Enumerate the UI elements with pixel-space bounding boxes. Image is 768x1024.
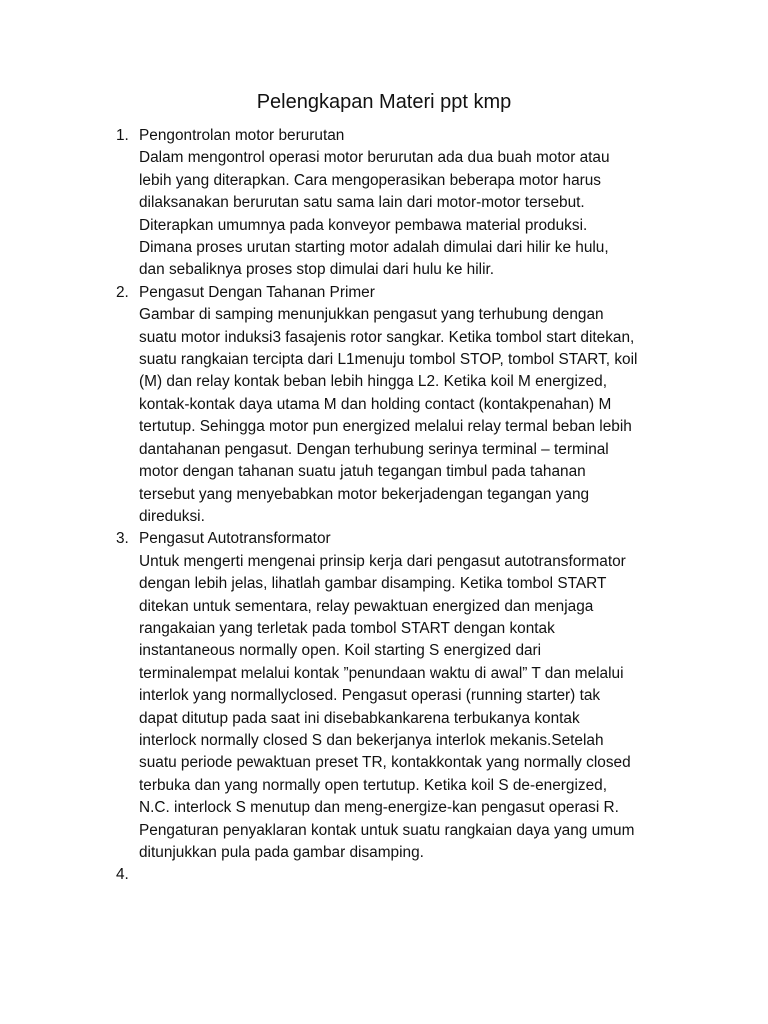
text-line: instantaneous normally open. Koil starting S energized dari [139,642,542,660]
list-number: 3. [116,530,129,548]
list-item [100,528,680,864]
text-line: tersebut yang menyebabkan motor bekerjadengan tegangan yang [139,485,590,503]
text-line: interlok yang normallyclosed. Pengasut operasi (running starter) tak [139,687,601,705]
item-heading: Pengasut Dengan Tahanan Primer [139,283,375,301]
list-item [100,282,680,528]
text-line: lebih yang diterapkan. Cara mengoperasikan beberapa motor harus [139,171,602,189]
numbered-list [100,125,680,887]
text-line: Dimana proses urutan starting motor adalah dimulai dari hilir ke hulu, [139,239,609,257]
text-line: Gambar di samping menunjukkan pengasut yang terhubung dengan [139,306,604,324]
text-line: Untuk mengerti mengenai prinsip kerja dari pengasut autotransformator [139,552,626,570]
list-number: 2. [116,283,129,301]
document-title: Pelengkapan Materi ppt kmp [256,91,512,113]
text-line: dan sebaliknya proses stop dimulai dari hulu ke hilir. [139,261,495,279]
text-line: interlock normally closed S dan bekerjanya interlok mekanis.Setelah [139,731,604,749]
list-number: 1. [116,127,129,144]
item-heading: Pengasut Autotransformator [139,530,331,548]
text-line: direduksi. [139,507,205,525]
text-line: dantahanan pengasut. Dengan terhubung serinya terminal – terminal [139,440,609,458]
text-line: Pengaturan penyaklaran kontak untuk suatu rangkaian daya yang umum [139,821,635,839]
text-line: ditunjukkan pula pada gambar disamping. [139,844,424,861]
text-line: N.C. interlock S menutup dan meng-energize-kan pengasut operasi R. [139,799,619,817]
text-line: (M) dan relay kontak beban lebih hingga L2. Ketika koil M energized, [139,373,607,391]
item-body [139,551,680,865]
item-body [139,147,680,281]
list-item [100,864,680,886]
text-line: terbuka dan yang normally open tertutup. Ketika koil S de-energized, [139,776,607,794]
text-line: kontak-kontak daya utama M dan holding contact (kontakpenahan) M [139,395,612,413]
item-heading [139,864,680,886]
text-line: suatu periode pewaktuan preset TR, kontakkontak yang normally closed [139,754,631,772]
text-line: dengan lebih jelas, lihatlah gambar disamping. Ketika tombol START [139,575,607,593]
text-line: Diterapkan umumnya pada konveyor pembawa material produksi. [139,216,588,234]
item-heading: Pengontrolan motor berurutan [139,127,345,144]
text-line: motor dengan tahanan suatu jatuh tegangan timbul pada tahanan [139,463,586,481]
item-body [139,304,680,528]
text-line: rangakaian yang terletak pada tombol START dengan kontak [139,619,555,637]
text-line: suatu rangkaian tercipta dari L1menuju tombol STOP, tombol START, koil [139,351,638,369]
list-item [100,125,680,282]
text-line: terminalempat melalui kontak ”penundaan waktu di awal” T dan melalui [139,664,624,682]
text-line: dapat ditutup pada saat ini disebabkankarena terbukanya kontak [139,709,580,727]
text-line: ditekan untuk sementara, relay pewaktuan energized dan menjaga [139,597,594,615]
text-line: suatu motor induksi3 fasajenis rotor sangkar. Ketika tombol start ditekan, [139,328,635,346]
list-number: 4. [116,866,129,884]
text-line: tertutup. Sehingga motor pun energized melalui relay termal beban lebih [139,418,632,436]
text-line: Dalam mengontrol operasi motor berurutan ada dua buah motor atau [139,149,610,167]
text-line: dilaksanakan berurutan satu sama lain dari motor-motor tersebut. [139,194,585,212]
